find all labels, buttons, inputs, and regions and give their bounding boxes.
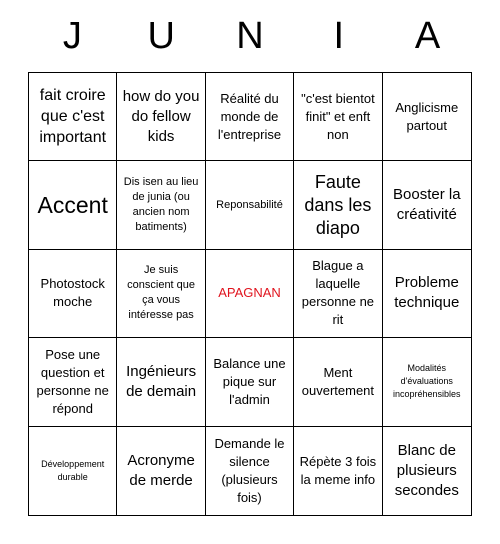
bingo-cell[interactable] <box>117 161 205 249</box>
bingo-cell[interactable] <box>29 250 117 338</box>
header-letter-j: J <box>62 15 82 57</box>
bingo-cell[interactable] <box>29 73 117 161</box>
bingo-cell[interactable] <box>206 338 294 426</box>
bingo-cell[interactable] <box>206 161 294 249</box>
header-letter-n: N <box>236 15 264 57</box>
cell-text: Blague a laquelle personne ne rit <box>301 258 375 328</box>
cell-text: "c'est bientot finit" et enft non <box>301 90 375 142</box>
cell-text: how do you do fellow kids <box>122 87 200 145</box>
cell-text: Photostock moche <box>40 276 105 310</box>
bingo-cell[interactable] <box>29 161 117 249</box>
bingo-cell[interactable] <box>294 73 382 161</box>
bingo-cell[interactable] <box>383 161 471 249</box>
bingo-cell[interactable] <box>383 73 471 161</box>
cell-text: Anglicisme partout <box>395 99 459 133</box>
bingo-cell[interactable] <box>117 73 205 161</box>
cell-text: Probleme technique <box>394 274 460 312</box>
bingo-cell[interactable] <box>206 427 294 515</box>
cell-text: Balance une pique sur l'admin <box>213 355 286 407</box>
cell-text: Blanc de plusieurs secondes <box>394 441 459 499</box>
cell-text: Répète 3 fois la meme info <box>299 453 377 487</box>
bingo-cell[interactable] <box>383 250 471 338</box>
bingo-cell[interactable] <box>294 427 382 515</box>
bingo-cell[interactable] <box>206 73 294 161</box>
cell-text: Dis isen au lieu de junia (ou ancien nom batiments) <box>123 176 199 234</box>
cell-text: Je suis conscient que ça vous intéresse pas <box>127 264 196 322</box>
header-letter-a: A <box>414 15 441 57</box>
header-letter-i: I <box>333 15 345 57</box>
cell-text: Réalité du monde de l'entreprise <box>217 90 282 142</box>
bingo-cell-free[interactable] <box>206 250 294 338</box>
bingo-header <box>28 0 472 72</box>
bingo-cell[interactable] <box>117 250 205 338</box>
bingo-cell[interactable] <box>383 338 471 426</box>
bingo-cell[interactable] <box>117 338 205 426</box>
bingo-cell[interactable] <box>29 427 117 515</box>
bingo-cell[interactable] <box>294 338 382 426</box>
bingo-cell[interactable] <box>294 250 382 338</box>
header-letter-u: U <box>147 15 175 57</box>
cell-text: Demande le silence (plusieurs fois) <box>214 435 285 505</box>
bingo-grid <box>28 72 472 516</box>
cell-text: Ingénieurs de demain <box>126 362 197 400</box>
cell-text: Booster la créativité <box>393 186 461 224</box>
cell-text: Développement durable <box>41 458 105 482</box>
cell-text: Reponsabilité <box>216 198 283 211</box>
cell-text: Pose une question et personne ne répond <box>36 346 109 416</box>
cell-text: APAGNAN <box>218 285 281 301</box>
bingo-cell[interactable] <box>383 427 471 515</box>
bingo-cell[interactable] <box>294 161 382 249</box>
cell-text: Ment ouvertement <box>301 364 375 398</box>
bingo-cell[interactable] <box>29 338 117 426</box>
cell-text: Acronyme de merde <box>127 451 195 489</box>
cell-text: Modalités d'évaluations incopréhensibles <box>393 363 461 400</box>
cell-text: Faute dans les diapo <box>304 171 372 238</box>
cell-text: Accent <box>37 192 108 219</box>
bingo-cell[interactable] <box>117 427 205 515</box>
cell-text: fait croire que c'est important <box>39 87 107 147</box>
